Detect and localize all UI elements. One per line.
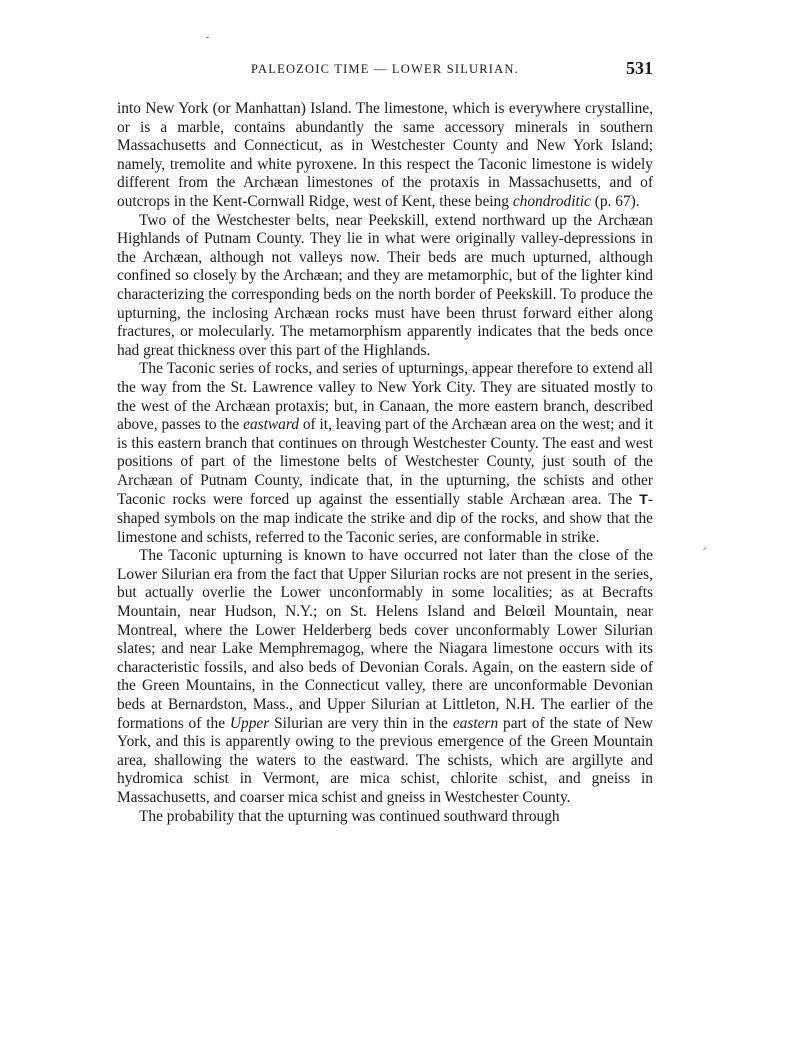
t-shaped-symbol: T	[639, 491, 648, 508]
scan-speck	[703, 547, 707, 550]
text-run: of it, leaving part of the Archæan area on the west; and it is this eastern branch that continues on through Westchester County. The east and west positions of part of the limestone belts of Westchester County, just south of the Archæan of Putnam County, indicate that, in the upturning, the schists and other Taconic rocks were forced up against the essentially stable Archæan area. The	[117, 416, 653, 509]
text-run: Two of the Westchester belts, near Peekskill, extend northward up the Archæan Highlands of Putnam County. They lie in what were originally valley-depressions in the Archæan, although not valleys now. Their beds are much upturned, although confined so closely by the Archæan; and they are metamorphic, but of the lighter kind characterizing the corresponding beds on the north border of Peekskill. To produce the upturning, the inclosing Archæan rocks must have been thrust forward either along fractures, or molecularly. The metamorphism apparently indicates that the beds once had great thickness over this part of the Highlands.	[117, 211, 653, 359]
body-text	[117, 100, 653, 826]
paragraph	[117, 100, 653, 212]
running-head: PALEOZOIC TIME — LOWER SILURIAN.	[251, 62, 519, 76]
italic-term: eastern	[452, 714, 499, 732]
text-run: Silurian are very thin in the	[269, 714, 453, 732]
text-run: into New York (or Manhattan) Island. The limestone, which is everywhere crystalline, or is a marble, contains abundantly the same accessory minerals in southern Massachusetts and Connecticut, as in Westchester County and New York Island; namely, tremolite and white pyroxene. In this respect the Taconic limestone is widely different from the Archæan limestones of the protaxis in Massachusetts, and of outcrops in the Kent-Cornwall Ridge, west of Kent, these being	[117, 100, 653, 210]
scan-speck	[206, 37, 209, 38]
paragraph	[117, 360, 653, 547]
italic-term: eastward	[243, 416, 299, 434]
italic-term: chondroditic	[512, 192, 591, 210]
text-run: The Taconic series of rocks, and series of upturnings, appear therefore to extend all the way from the St. Lawrence valley to New York City. They are situated mostly to the west of the Archæan protaxis; but, in Canaan, the more eastern branch, described above, passes to the	[117, 360, 653, 434]
paragraph	[117, 547, 653, 807]
page-number: 531	[626, 58, 653, 78]
text-run: The Taconic upturning is known to have occurred not later than the close of the Lower Silurian era from the fact that Upper Silurian rocks are not present in the series, but actually overlie the Lower unconformably in some localities; as at Becrafts Mountain, near Hudson, N.Y.; on St. Helens Island and Belœil Mountain, near Montreal, where the Lower Helderberg beds cover unconformably Lower Silurian slates; and near Lake Memphremagog, where the Niagara limestone occurs with its characteristic fossils, and also beds of Devonian Corals. Again, on the eastern side of the Green Mountains, in the Connecticut valley, there are unconformable Devonian beds at Bernardston, Mass., and Upper Silurian at Littleton, N.H. The earlier of the formations of the	[117, 547, 653, 732]
text-run: part of the state of New York, and this is apparently owing to the previous emergence of the Green Mountain area, shallowing the waters to the eastward. The schists, which are argillyte and hydromica schist in Vermont, are mica schist, chlorite schist, and gneiss in Massachusetts, and coarser mica schist and gneiss in Westchester County.	[117, 714, 653, 806]
paragraph	[117, 212, 653, 361]
paragraph	[117, 808, 653, 827]
italic-term: Upper	[229, 714, 270, 732]
text-run: The probability that the upturning was continued southward through	[139, 807, 560, 825]
page-header	[117, 56, 653, 86]
text-run: -shaped symbols on the map indicate the strike and dip of the rocks, and show that the limestone and schists, referred to the Taconic series, are conformable in strike.	[117, 491, 653, 546]
text-run: (p. 67).	[590, 192, 640, 210]
book-page	[117, 56, 653, 826]
